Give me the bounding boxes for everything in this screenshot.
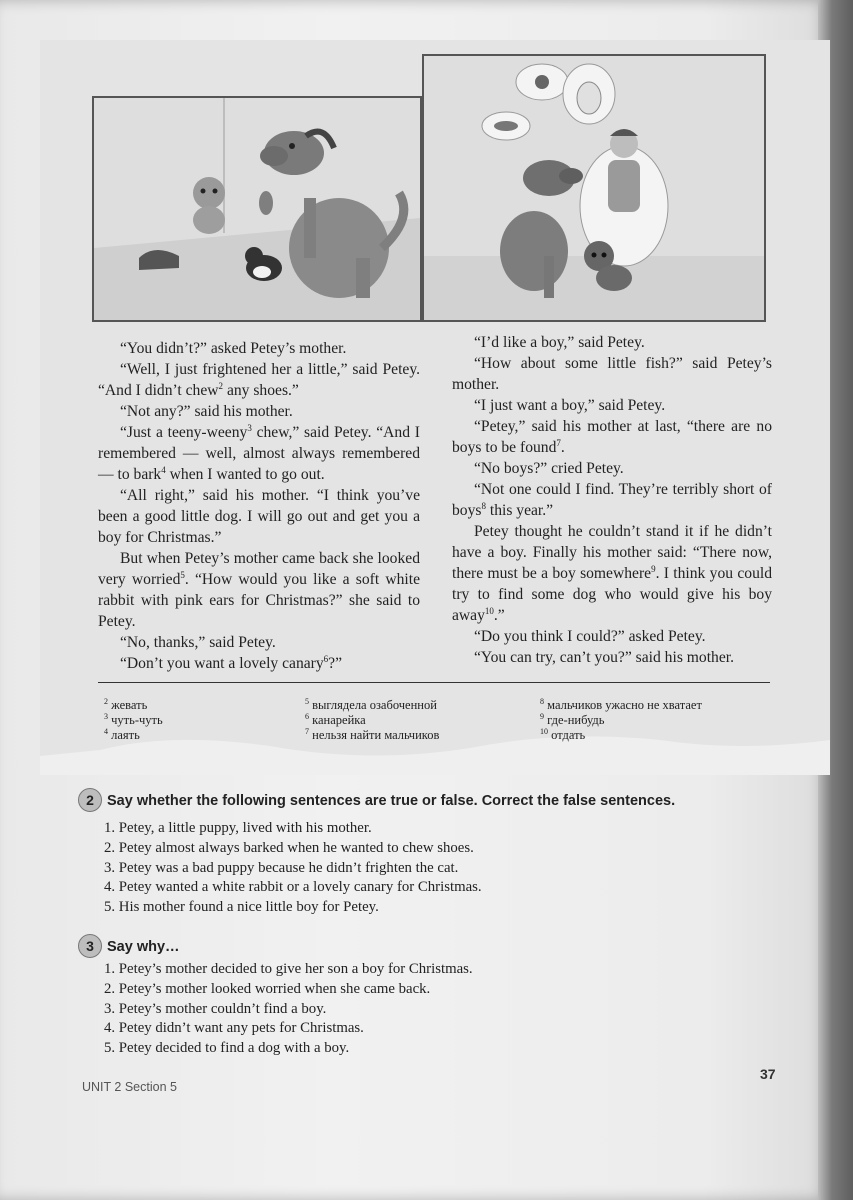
list-item: 3. Petey’s mother couldn’t find a boy. xyxy=(104,1000,327,1017)
footnote: $^4$ лаять xyxy=(104,726,140,742)
footnotes-col-1 xyxy=(104,698,163,743)
task-instruction: Say whether the following sentences are true or false. Correct the false sentences. xyxy=(107,793,676,809)
illustration-mother-scolding xyxy=(92,96,422,322)
footnote-marker: 8 xyxy=(481,500,486,511)
story-paragraph: “Not any?” said his mother. xyxy=(120,403,293,420)
page-number: 37 xyxy=(760,1066,776,1082)
footnote: $^5$ выглядела озабоченной xyxy=(305,696,437,712)
task-2-heading xyxy=(78,788,675,812)
footnote: $^9$ где-нибудь xyxy=(540,711,605,727)
footnote: $^7$ нельзя найти мальчиков xyxy=(305,726,440,742)
list-item: 2. Petey’s mother looked worried when she came back. xyxy=(104,980,431,997)
story-paragraph: “Not one could I find. They’re terribly short of boys$^8$ this year.” xyxy=(452,481,772,519)
footnote-marker: 4 xyxy=(161,464,166,475)
illustration-petey-dreaming xyxy=(422,54,766,322)
footnotes-col-2 xyxy=(305,698,439,743)
footnote-marker: 7 xyxy=(556,437,561,448)
story-paragraph: “Don’t you want a lovely canary$^6$?” xyxy=(120,653,343,672)
footnote-marker: 2 xyxy=(218,380,224,391)
story-paragraph: “How about some little fish?” said Petey’s mother. xyxy=(452,355,772,393)
footnote: $^8$ мальчиков ужасно не хватает xyxy=(540,696,702,712)
list-item: 5. Petey decided to find a dog with a boy. xyxy=(104,1040,350,1057)
footnote-marker: 5 xyxy=(180,569,185,580)
list-item: 1. Petey, a little puppy, lived with his mother. xyxy=(104,820,372,836)
list-item: 3. Petey was a bad puppy because he didn’t frighten the cat. xyxy=(104,859,459,876)
scene-dogs-and-kitten xyxy=(94,98,420,320)
task-number-badge: 3 xyxy=(78,934,102,958)
footnote: $^{10}$ отдать xyxy=(540,726,586,742)
story-paragraph: “I’d like a boy,” said Petey. xyxy=(474,334,645,351)
footnote-divider xyxy=(98,682,770,683)
list-item: 1. Petey’s mother decided to give her son a boy for Christmas. xyxy=(104,961,473,977)
story-paragraph: “All right,” said his mother. “I think you’ve been a good little dog. I will go out and get you a boy for Christmas.” xyxy=(98,487,420,546)
footnote-marker: 10 xyxy=(484,605,494,616)
story-right-column xyxy=(452,332,772,668)
story-paragraph: “You can try, can’t you?” said his mother. xyxy=(474,649,734,666)
task-3-list xyxy=(104,960,473,1059)
list-item: 5. His mother found a nice little boy for Petey. xyxy=(104,899,379,916)
footnote: $^2$ жевать xyxy=(104,696,148,712)
task-number-badge: 2 xyxy=(78,788,102,812)
list-item: 4. Petey wanted a white rabbit or a lovely canary for Christmas. xyxy=(104,879,482,896)
list-item: 4. Petey didn’t want any pets for Christmas. xyxy=(104,1020,364,1037)
story-paragraph: “Petey,” said his mother at last, “there are no boys to be found$^7$. xyxy=(452,418,772,456)
story-paragraph: “No, thanks,” said Petey. xyxy=(120,634,276,651)
footnote-marker: 9 xyxy=(651,563,656,574)
unit-section-label: UNIT 2 Section 5 xyxy=(82,1080,177,1094)
story-left-column xyxy=(98,338,420,674)
story-paragraph: “You didn’t?” asked Petey’s mother. xyxy=(120,340,347,357)
footnote: $^3$ чуть-чуть xyxy=(104,711,163,727)
scene-thought-bubbles xyxy=(424,56,764,320)
footnote: $^6$ канарейка xyxy=(305,711,366,727)
story-paragraph: “No boys?” cried Petey. xyxy=(474,460,624,477)
list-item: 2. Petey almost always barked when he wanted to chew shoes. xyxy=(104,839,474,856)
story-paragraph: “Just a teeny-weeny$^3$ chew,” said Petey. “And I remembered — well, almost always remembered — to bark$^4$ when I wanted to go out. xyxy=(98,422,420,483)
footnote-marker: 6 xyxy=(323,653,329,664)
story-paragraph: “Well, I just frightened her a little,” said Petey. “And I didn’t chew$^2$ any shoes.” xyxy=(98,361,420,399)
task-2-list xyxy=(104,819,482,918)
story-paragraph: “Do you think I could?” asked Petey. xyxy=(474,628,706,645)
story-paragraph: “I just want a boy,” said Petey. xyxy=(474,397,666,414)
footnotes-col-3 xyxy=(540,698,702,743)
footnote-marker: 3 xyxy=(247,422,252,433)
task-3-heading xyxy=(78,934,180,958)
story-paragraph: Petey thought he couldn’t stand it if he didn’t have a boy. Finally his mother said: “There now, there must be a boy somewhere$^9$. I think you could try to find some dog who would give his boy away$^{10}$.” xyxy=(452,523,772,624)
story-paragraph: But when Petey’s mother came back she looked very worried$^5$. “How would you like a soft white rabbit with pink ears for Christmas?” she said to Petey. xyxy=(98,550,420,630)
task-instruction: Say why… xyxy=(107,939,180,955)
